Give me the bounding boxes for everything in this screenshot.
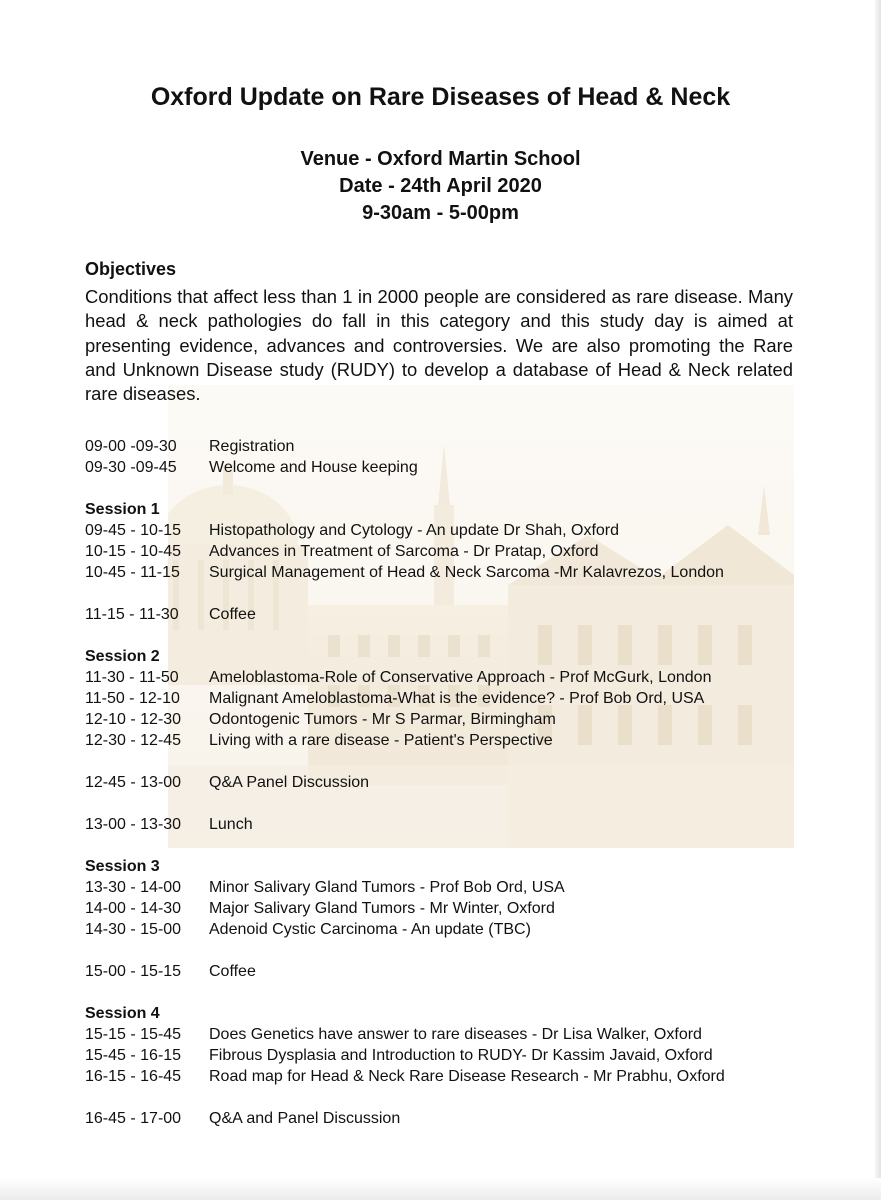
schedule-row [85, 709, 725, 730]
row-time: 16-45 - 17-00 [85, 1110, 182, 1127]
document-title: Oxford Update on Rare Diseases of Head & Neck [150, 83, 731, 111]
row-item: Welcome and House keeping [209, 459, 418, 476]
row-time: 10-15 - 10-45 [85, 543, 182, 560]
spacer [85, 982, 725, 1003]
schedule-row-break [85, 961, 725, 982]
row-item: Registration [209, 438, 295, 455]
schedule-row [85, 688, 725, 709]
spacer [85, 835, 725, 856]
row-time: 09-30 -09-45 [85, 459, 177, 476]
row-item: Malignant Ameloblastoma-What is the evidence? - Prof Bob Ord, USA [209, 690, 705, 707]
spacer [85, 583, 725, 604]
row-item: Adenoid Cystic Carcinoma - An update (TBC) [209, 921, 531, 938]
row-item: Histopathology and Cytology - An update Dr Shah, Oxford [209, 522, 620, 539]
row-time: 09-00 -09-30 [85, 438, 177, 455]
spacer [85, 793, 725, 814]
page-bottom-shadow [0, 1178, 881, 1200]
schedule-row [85, 541, 725, 562]
row-time: 12-45 - 13-00 [85, 774, 182, 791]
spacer [85, 751, 725, 772]
row-time: 12-30 - 12-45 [85, 732, 182, 749]
spacer [85, 625, 725, 646]
row-time: 15-15 - 15-45 [85, 1026, 182, 1043]
spacer [85, 478, 725, 499]
row-item: Coffee [209, 606, 256, 623]
row-item: Fibrous Dysplasia and Introduction to RUDY- Dr Kassim Javaid, Oxford [209, 1047, 713, 1064]
row-time: 16-15 - 16-45 [85, 1068, 182, 1085]
session-4-title: Session 4 [85, 1005, 160, 1022]
schedule-row [85, 1045, 725, 1066]
hours-line: 9-30am - 5-00pm [362, 202, 519, 224]
schedule-row-panel [85, 1108, 725, 1129]
row-time: 10-45 - 11-15 [85, 564, 180, 581]
schedule [85, 436, 725, 1129]
row-time: 14-30 - 15-00 [85, 921, 182, 938]
row-item: Surgical Management of Head & Neck Sarcoma -Mr Kalavrezos, London [209, 564, 724, 581]
row-item: Q&A and Panel Discussion [209, 1110, 401, 1127]
date-line: Date - 24th April 2020 [339, 175, 542, 197]
schedule-row-lunch [85, 814, 725, 835]
row-time: 12-10 - 12-30 [85, 711, 182, 728]
row-item: Does Genetics have answer to rare diseases - Dr Lisa Walker, Oxford [209, 1026, 702, 1043]
row-item: Q&A Panel Discussion [209, 774, 370, 791]
row-item: Advances in Treatment of Sarcoma - Dr Pratap, Oxford [209, 543, 599, 560]
row-time: 13-30 - 14-00 [85, 879, 182, 896]
row-time: 13-00 - 13-30 [85, 816, 182, 833]
schedule-row-break [85, 604, 725, 625]
row-time: 09-45 - 10-15 [85, 522, 182, 539]
schedule-row [85, 1066, 725, 1087]
session-3-title: Session 3 [85, 858, 160, 875]
schedule-row [85, 562, 725, 583]
schedule-row-panel [85, 772, 725, 793]
schedule-row [85, 520, 725, 541]
row-item: Minor Salivary Gland Tumors - Prof Bob Ord, USA [209, 879, 565, 896]
schedule-row [85, 457, 725, 478]
row-item: Road map for Head & Neck Rare Disease Research - Mr Prabhu, Oxford [209, 1068, 725, 1085]
schedule-row [85, 667, 725, 688]
schedule-row [85, 898, 725, 919]
schedule-row [85, 730, 725, 751]
row-time: 11-30 - 11-50 [85, 669, 179, 686]
row-time: 11-15 - 11-30 [85, 606, 179, 623]
row-item: Living with a rare disease - Patient's Perspective [209, 732, 553, 749]
row-time: 14-00 - 14-30 [85, 900, 182, 917]
session-1-title: Session 1 [85, 501, 160, 518]
venue-line: Venue - Oxford Martin School [300, 148, 581, 170]
objectives-heading: Objectives [85, 259, 177, 279]
row-item: Coffee [209, 963, 256, 980]
row-time: 15-00 - 15-15 [85, 963, 182, 980]
schedule-row [85, 919, 725, 940]
spacer [85, 1087, 725, 1108]
row-item: Lunch [209, 816, 253, 833]
schedule-row [85, 1024, 725, 1045]
row-time: 15-45 - 16-15 [85, 1047, 182, 1064]
schedule-row [85, 436, 725, 457]
spacer [85, 940, 725, 961]
row-item: Major Salivary Gland Tumors - Mr Winter, Oxford [209, 900, 555, 917]
row-item: Ameloblastoma-Role of Conservative Approach - Prof McGurk, London [209, 669, 712, 686]
session-2-title: Session 2 [85, 648, 160, 665]
page-edge-shadow [875, 0, 881, 1200]
schedule-row [85, 877, 725, 898]
row-item: Odontogenic Tumors - Mr S Parmar, Birmingham [209, 711, 556, 728]
objectives-text: Conditions that affect less than 1 in 2000 people are considered as rare disease. Many head & neck pathologies do fall in this category and this study day is aimed at presenting evidence, advances and controversies. We are also promoting the Rare and Unknown Disease study (RUDY) to develop a database of Head & Neck related rare diseases. [85, 286, 793, 405]
row-time: 11-50 - 12-10 [85, 690, 180, 707]
event-details [0, 146, 881, 227]
